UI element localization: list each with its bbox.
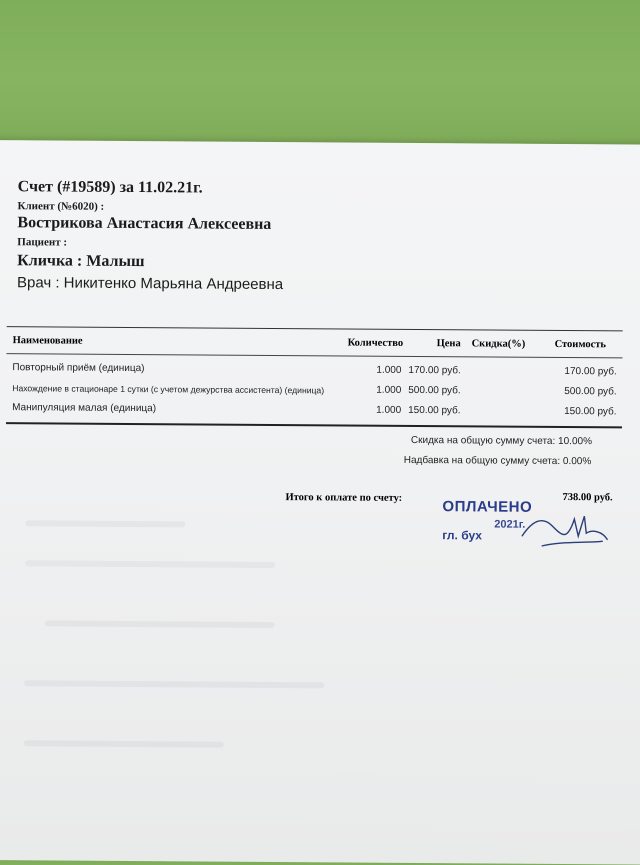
header-price: Цена: [436, 338, 461, 350]
row-cost: 170.00 руб.: [564, 366, 617, 378]
discount-line: Скидка на общую сумму счета: 10.00%: [410, 434, 593, 448]
client-label: Клиент (№6020) :: [17, 200, 105, 213]
invoice-paper: [0, 140, 640, 865]
row-qty: 1.000: [376, 384, 402, 396]
client-name: Вострикова Анастасия Алексеевна: [17, 214, 272, 233]
patient-label: Пациент :: [17, 236, 68, 249]
row-name: Нахождение в стационаре 1 сутки (с учетом дежурства ассистента) (единица): [12, 383, 325, 396]
row-name: Повторный приём (единица): [12, 362, 145, 375]
header-qty: Количество: [347, 337, 404, 349]
header-discount: Скидка(%): [471, 338, 526, 350]
row-cost: 500.00 руб.: [564, 386, 617, 398]
row-cost: 150.00 руб.: [564, 406, 617, 418]
row-qty: 1.000: [376, 364, 402, 376]
table-header-rule: [7, 353, 623, 358]
row-price: 500.00 руб.: [408, 384, 461, 397]
show-through: [24, 740, 224, 747]
services-table: [7, 326, 623, 418]
row-qty: 1.000: [376, 404, 402, 416]
header-cost: Стоимость: [554, 338, 607, 351]
row-name: Манипуляция малая (единица): [12, 402, 157, 415]
pet-name: Кличка : Малыш: [17, 252, 145, 271]
show-through: [25, 520, 185, 527]
total-value: 738.00 руб.: [562, 492, 613, 504]
header-name: Наименование: [12, 335, 83, 347]
total-label: Итого к оплате по счету:: [285, 492, 403, 504]
surcharge-line: Надбавка на общую сумму счета: 0.00%: [403, 454, 592, 468]
row-price: 150.00 руб.: [408, 404, 461, 417]
paid-stamp: [442, 498, 612, 559]
signature-icon: [512, 501, 612, 552]
show-through: [25, 560, 275, 568]
invoice-title: Счет (#19589) за 11.02.21г.: [17, 178, 203, 197]
row-price: 170.00 руб.: [408, 364, 461, 377]
show-through: [45, 620, 275, 628]
stamp-department: гл. бух: [442, 528, 483, 543]
table-top-rule: [7, 326, 623, 331]
show-through: [24, 680, 324, 688]
stamp-paid-text: ОПЛАЧЕНО: [442, 498, 533, 516]
doctor-name: Врач : Никитенко Марьяна Андреевна: [16, 274, 284, 294]
stamp-year: 2021г.: [494, 518, 526, 531]
